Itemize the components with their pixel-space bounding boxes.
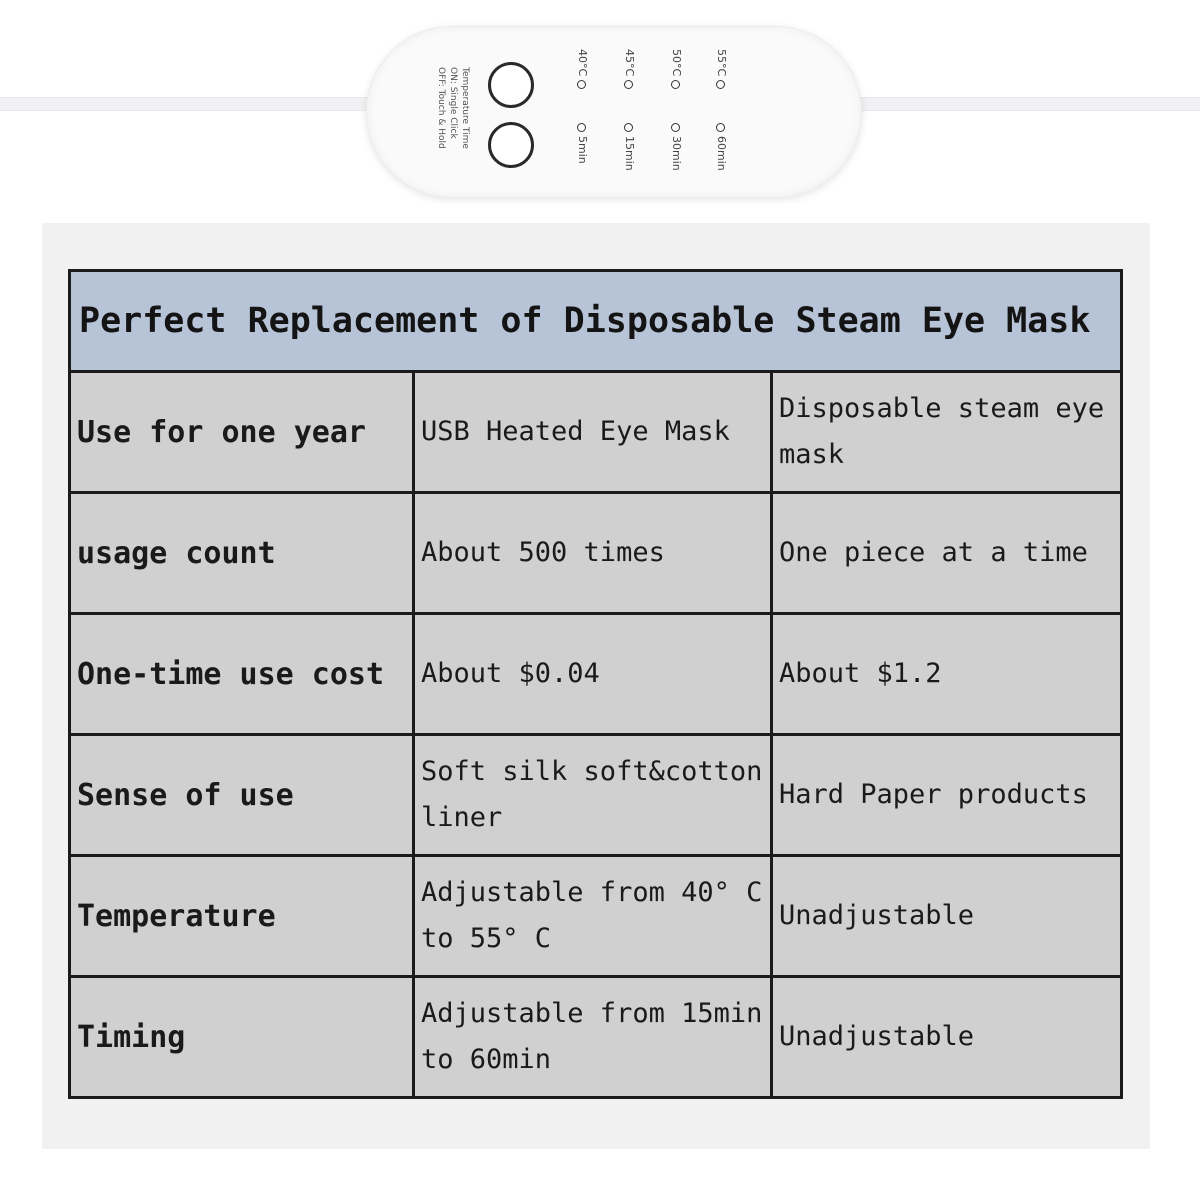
comparison-table [68, 269, 1123, 1099]
temp-indicator: 50°C [670, 49, 683, 93]
controller-label: ON: Single Click [448, 67, 458, 139]
controller-label: Temperature Time [460, 67, 470, 149]
disposable-mask-value: Hard Paper products [772, 735, 1122, 856]
row-label: One-time use cost [70, 614, 414, 735]
led-icon [672, 123, 681, 132]
table-header-row [70, 271, 1122, 372]
usb-mask-value: Adjustable from 15min to 60min [414, 977, 772, 1098]
usb-mask-value: USB Heated Eye Mask [414, 372, 772, 493]
led-icon [578, 80, 587, 89]
row-label: Use for one year [70, 372, 414, 493]
temp-indicator: 40°C [576, 49, 589, 93]
table-title: Perfect Replacement of Disposable Steam Eye Mask [70, 271, 1122, 372]
timer-indicator: 30min [670, 119, 683, 171]
led-icon [672, 80, 681, 89]
temperature-button[interactable] [488, 62, 534, 108]
timer-indicator: 60min [715, 119, 728, 171]
disposable-mask-value: Unadjustable [772, 856, 1122, 977]
timer-indicator: 5min [576, 119, 589, 164]
table-row [70, 977, 1122, 1098]
usb-mask-value: About 500 times [414, 493, 772, 614]
row-label: Timing [70, 977, 414, 1098]
table-row [70, 735, 1122, 856]
row-label: usage count [70, 493, 414, 614]
usb-mask-value: Soft silk soft&cotton liner [414, 735, 772, 856]
disposable-mask-value: One piece at a time [772, 493, 1122, 614]
temp-indicator: 55°C [715, 49, 728, 93]
led-icon [717, 80, 726, 89]
led-icon [717, 123, 726, 132]
row-label: Sense of use [70, 735, 414, 856]
eye-mask-controller [366, 26, 862, 198]
table-row [70, 614, 1122, 735]
timer-button[interactable] [488, 122, 534, 168]
table-row [70, 493, 1122, 614]
controller-label: OFF: Touch & Hold [436, 67, 446, 149]
disposable-mask-value: About $1.2 [772, 614, 1122, 735]
table-row [70, 856, 1122, 977]
led-icon [625, 80, 634, 89]
row-label: Temperature [70, 856, 414, 977]
led-icon [625, 123, 634, 132]
table-row [70, 372, 1122, 493]
temp-indicator: 45°C [623, 49, 636, 93]
disposable-mask-value: Disposable steam eye mask [772, 372, 1122, 493]
usb-mask-value: Adjustable from 40° C to 55° C [414, 856, 772, 977]
led-icon [578, 123, 587, 132]
usb-mask-value: About $0.04 [414, 614, 772, 735]
disposable-mask-value: Unadjustable [772, 977, 1122, 1098]
timer-indicator: 15min [623, 119, 636, 171]
